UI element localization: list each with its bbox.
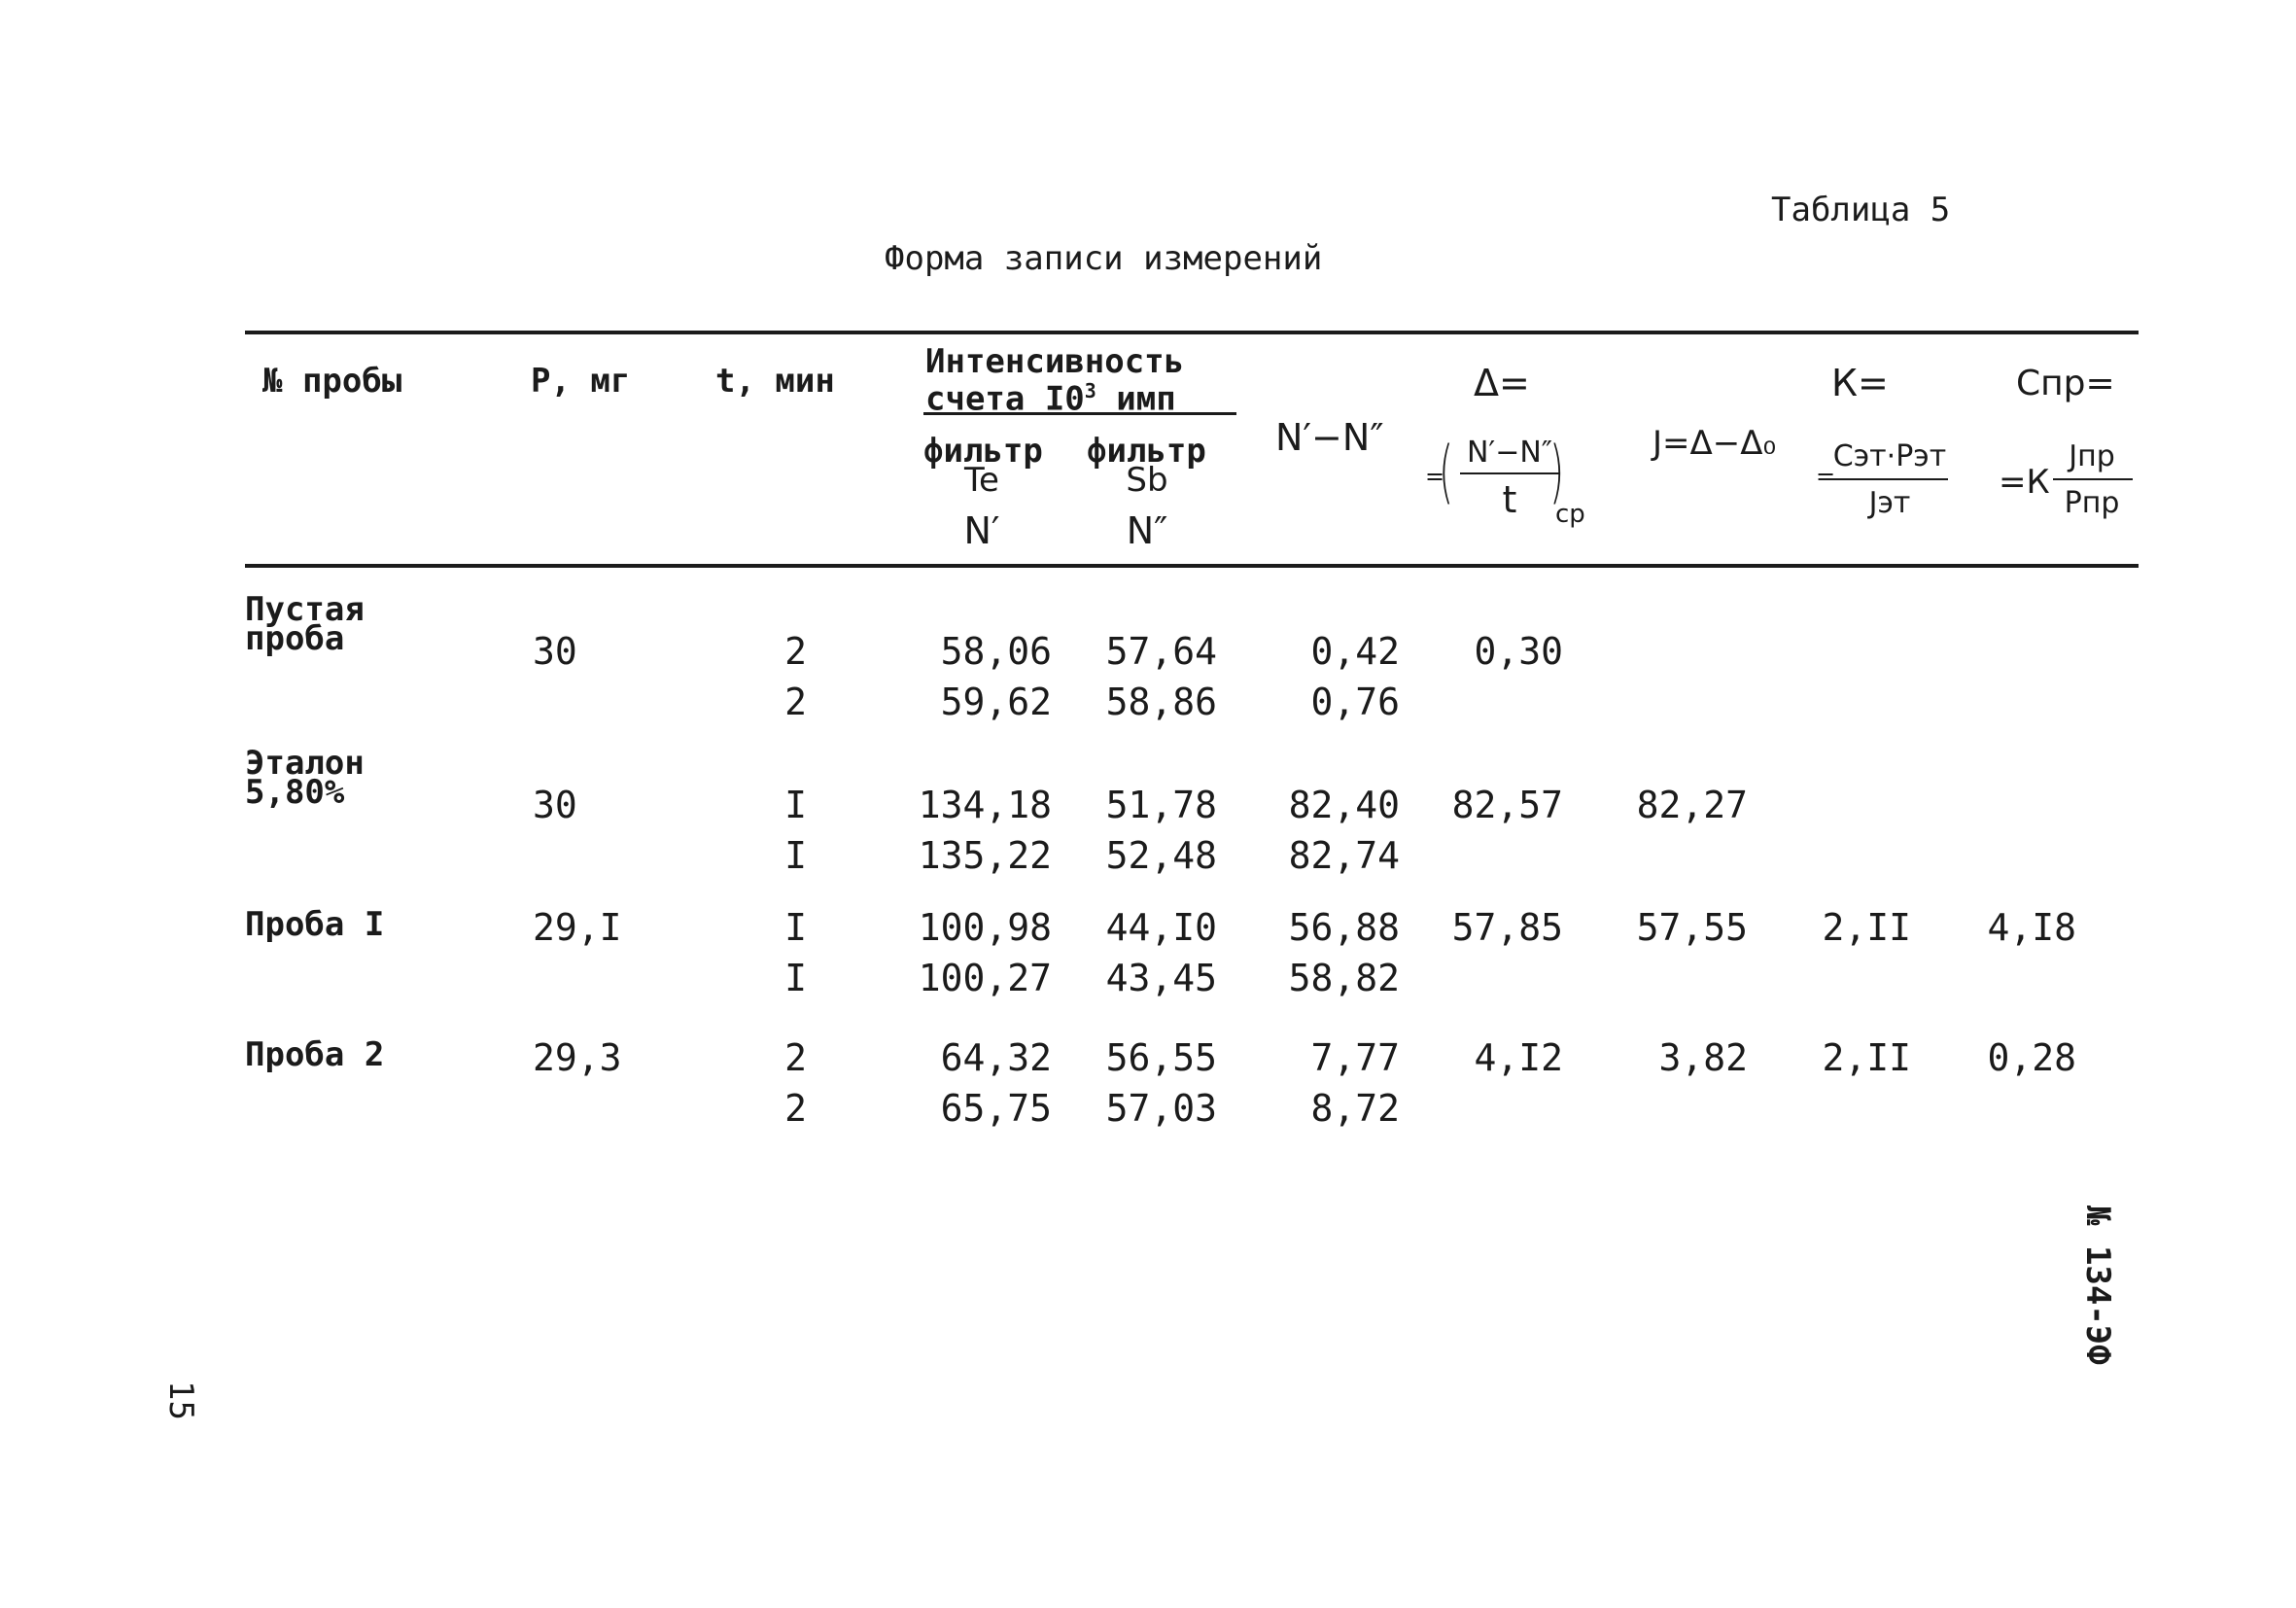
- difference-value: 0,42: [1310, 630, 1400, 673]
- n1-value: 65,75: [940, 1087, 1052, 1130]
- time-value: I: [784, 784, 807, 826]
- header-time: t, мин: [715, 362, 835, 401]
- difference-value: 82,40: [1288, 784, 1400, 826]
- n1-value: 59,62: [940, 681, 1052, 723]
- sample-label: Пустая: [245, 590, 365, 629]
- difference-value: 8,72: [1310, 1087, 1400, 1130]
- sample-label: Проба 2: [245, 1035, 385, 1074]
- sample-label: 5,80%: [245, 773, 345, 812]
- header-filter-te-label: фильтр: [923, 432, 1043, 471]
- header-filter-sb-symbol: N″: [1126, 509, 1168, 552]
- header-intensity-unit: имп: [1116, 379, 1176, 419]
- time-value: 2: [784, 1087, 807, 1130]
- difference-value: 58,82: [1288, 957, 1400, 999]
- header-intensity-formula: J=Δ−Δ₀: [1652, 424, 1777, 463]
- n2-value: 58,86: [1105, 681, 1217, 723]
- difference-value: 82,74: [1288, 834, 1400, 877]
- header-c-coefficient: =К: [1999, 463, 2050, 502]
- n2-value: 43,45: [1105, 957, 1217, 999]
- header-mass: Р, мг: [531, 362, 631, 401]
- header-delta-equals: =: [1425, 463, 1445, 490]
- table-number: Таблица 5: [1771, 191, 1951, 229]
- n2-value: 44,I0: [1105, 906, 1217, 949]
- n1-value: 135,22: [918, 834, 1052, 877]
- header-delta-left-paren: (: [1439, 432, 1454, 511]
- sample-mass: 29,I: [533, 906, 622, 949]
- k-value: 2,II: [1822, 906, 1911, 949]
- time-value: I: [784, 834, 807, 877]
- j-value: 3,82: [1658, 1036, 1748, 1079]
- header-k-equals: =: [1816, 463, 1836, 490]
- header-delta-denominator: t: [1502, 478, 1517, 521]
- header-delta-title: Δ=: [1474, 362, 1530, 404]
- n1-value: 100,98: [918, 906, 1052, 949]
- header-delta-right-paren: ): [1549, 432, 1565, 511]
- n1-value: 100,27: [918, 957, 1052, 999]
- j-value: 57,55: [1636, 906, 1748, 949]
- n2-value: 52,48: [1105, 834, 1217, 877]
- k-value: 2,II: [1822, 1036, 1911, 1079]
- j-value: 82,27: [1636, 784, 1748, 826]
- n2-value: 51,78: [1105, 784, 1217, 826]
- n2-value: 57,64: [1105, 630, 1217, 673]
- header-filter-sb-element: Sb: [1126, 461, 1168, 500]
- header-c-title: Cпр=: [2016, 364, 2115, 403]
- c-value: 4,I8: [1987, 906, 2076, 949]
- n2-value: 56,55: [1105, 1036, 1217, 1079]
- header-bottom-rule: [245, 564, 2139, 568]
- time-value: 2: [784, 1036, 807, 1079]
- table-title: Форма записи измерений: [885, 239, 1323, 278]
- time-value: I: [784, 906, 807, 949]
- table-top-rule: [245, 331, 2139, 334]
- n1-value: 64,32: [940, 1036, 1052, 1079]
- sample-mass: 30: [533, 630, 577, 673]
- delta-value: 82,57: [1451, 784, 1563, 826]
- header-sample-no: № пробы: [262, 362, 402, 401]
- sample-mass: 30: [533, 784, 577, 826]
- header-intensity-line2: [925, 379, 1176, 418]
- sample-mass: 29,3: [533, 1036, 622, 1079]
- header-filter-sb-label: фильтр: [1087, 432, 1206, 471]
- header-c-numerator: Jпр: [2069, 439, 2115, 473]
- time-value: I: [784, 957, 807, 999]
- n2-value: 57,03: [1105, 1087, 1217, 1130]
- header-intensity-exponent: 3: [1084, 379, 1096, 402]
- header-delta-fraction-bar: [1460, 472, 1559, 474]
- time-value: 2: [784, 630, 807, 673]
- header-delta-numerator: N′−N″: [1466, 436, 1553, 470]
- page-number: 15: [161, 1381, 200, 1420]
- c-value: 0,28: [1987, 1036, 2076, 1079]
- header-k-denominator: Jэт: [1868, 486, 1911, 520]
- sample-label: проба: [245, 619, 345, 658]
- header-difference: N′−N″: [1275, 416, 1384, 459]
- delta-value: 57,85: [1451, 906, 1563, 949]
- sample-label: Проба I: [245, 905, 385, 944]
- header-filter-te-element: Te: [964, 461, 999, 500]
- header-c-fraction-bar: [2053, 478, 2133, 480]
- n1-value: 134,18: [918, 784, 1052, 826]
- header-c-denominator: Pпр: [2064, 486, 2120, 520]
- header-k-fraction-bar: [1827, 478, 1948, 480]
- difference-value: 0,76: [1310, 681, 1400, 723]
- sample-label: Эталон: [245, 744, 365, 783]
- document-code: № 134-ЭФ: [2078, 1206, 2117, 1365]
- header-delta-subscript: ср: [1555, 500, 1585, 529]
- n1-value: 58,06: [940, 630, 1052, 673]
- header-k-title: К=: [1831, 362, 1889, 404]
- header-intensity-label: счета I0: [925, 379, 1085, 419]
- delta-value: 4,I2: [1474, 1036, 1563, 1079]
- header-k-numerator: Cэт·Pэт: [1832, 439, 1947, 473]
- header-filter-te-symbol: N′: [963, 509, 1000, 552]
- time-value: 2: [784, 681, 807, 723]
- delta-value: 0,30: [1474, 630, 1563, 673]
- difference-value: 56,88: [1288, 906, 1400, 949]
- header-intensity-line1: Интенсивность: [925, 342, 1185, 381]
- difference-value: 7,77: [1310, 1036, 1400, 1079]
